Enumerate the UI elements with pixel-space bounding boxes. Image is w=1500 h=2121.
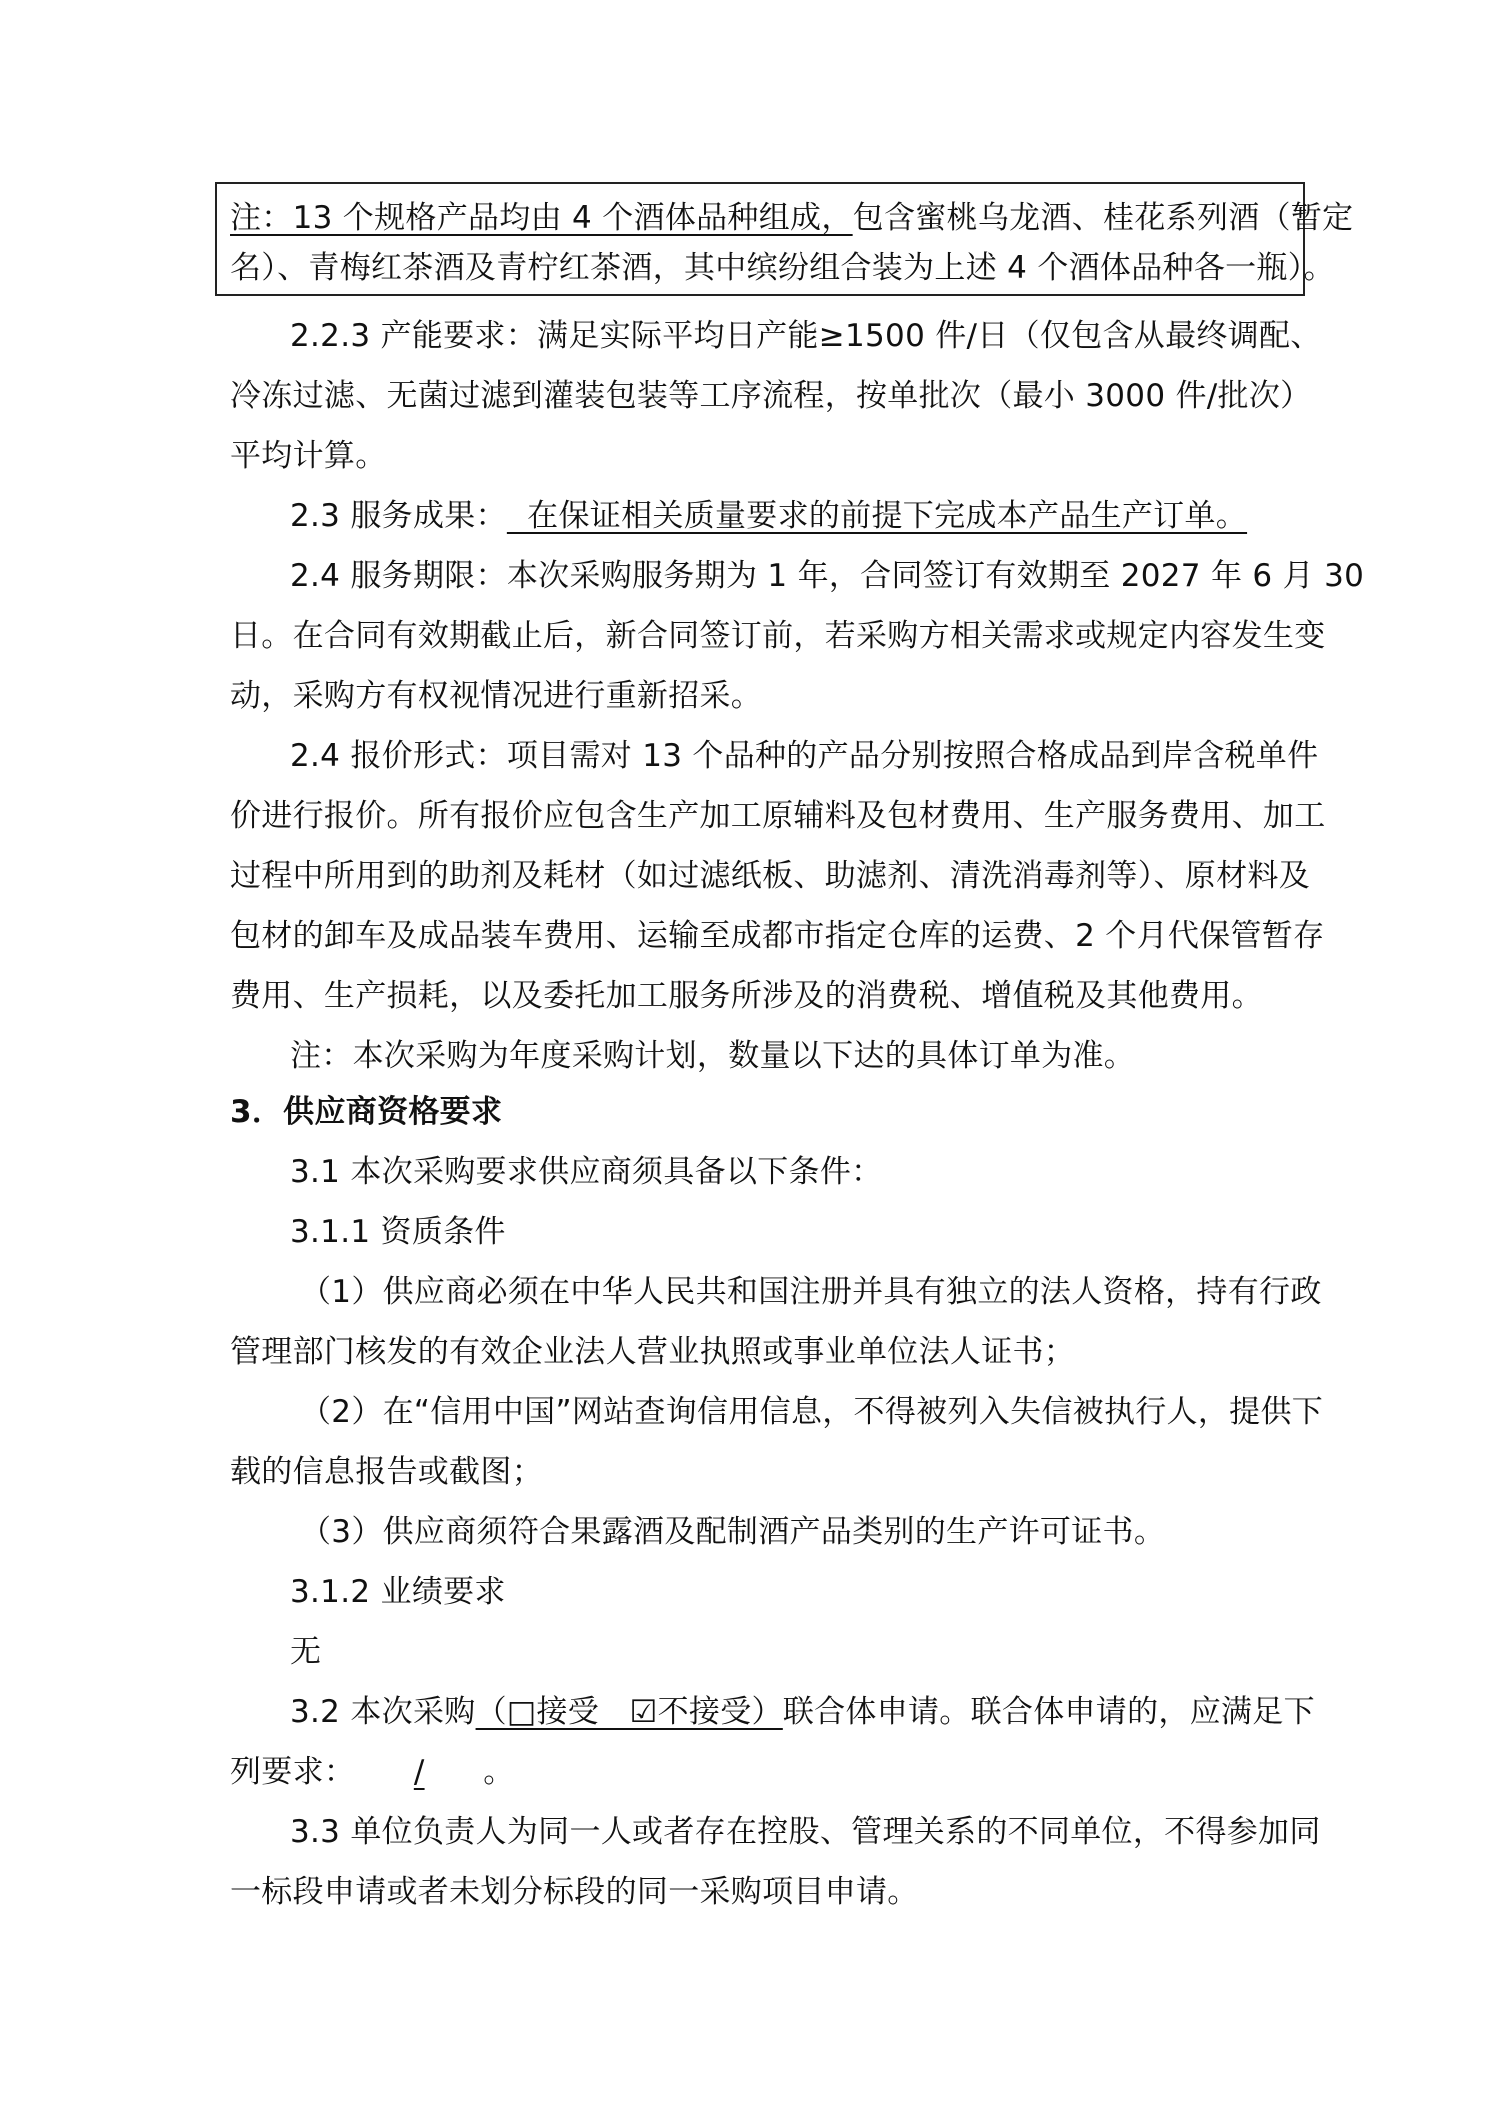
service-term-line-1: 2.4 服务期限：本次采购服务期为 1 年，合同签订有效期至 2027 年 6 月 30 <box>290 558 1365 594</box>
capacity-line-1: 2.2.3 产能要求：满足实际平均日产能≥1500 件/日（仅包含从最终调配、 <box>290 318 1322 354</box>
qualification-heading: 3.1.1 资质条件 <box>290 1214 506 1250</box>
consortium-requirements-end: 。 <box>483 1754 515 1790</box>
qualification-item-2-line-2: 载的信息报告或截图； <box>230 1454 543 1490</box>
consortium-suffix: 联合体申请。联合体申请的，应满足下 <box>782 1694 1315 1730</box>
performance-heading: 3.1.2 业绩要求 <box>290 1574 506 1610</box>
consortium-options: （□接受 ☑不接受） <box>475 1694 783 1730</box>
note-text: 包含蜜桃乌龙酒、桂花系列酒（暂定 <box>852 200 1354 236</box>
quote-form-line-2: 价进行报价。所有报价应包含生产加工原辅料及包材费用、生产服务费用、加工 <box>230 798 1326 834</box>
supplier-conditions: 3.1 本次采购要求供应商须具备以下条件： <box>290 1154 883 1190</box>
consortium-requirements-label: 列要求： <box>230 1754 356 1790</box>
quote-form-line-4: 包材的卸车及成品装车费用、运输至成都市指定仓库的运费、2 个月代保管暂存 <box>230 918 1325 954</box>
qualification-item-1-line-1: （1）供应商必须在中华人民共和国注册并具有独立的法人资格，持有行政 <box>300 1274 1322 1310</box>
service-result-value: 在保证相关质量要求的前提下完成本产品生产订单。 <box>506 498 1248 534</box>
note-line-1 <box>230 198 1354 238</box>
consortium-prefix: 3.2 本次采购 <box>290 1694 476 1730</box>
consortium-line-1 <box>290 1692 1315 1732</box>
controlled-entities-line-2: 一标段申请或者未划分标段的同一采购项目申请。 <box>230 1874 919 1910</box>
service-result <box>290 496 1290 536</box>
quote-form-line-1: 2.4 报价形式：项目需对 13 个品种的产品分别按照合格成品到岸含税单件 <box>290 738 1319 774</box>
section-3-heading: 3．供应商资格要求 <box>230 1094 503 1130</box>
qualification-item-2-line-1: （2）在“信用中国”网站查询信用信息，不得被列入失信被执行人，提供下 <box>300 1394 1324 1430</box>
qualification-item-3: （3）供应商须符合果露酒及配制酒产品类别的生产许可证书。 <box>300 1514 1166 1550</box>
qualification-item-1-line-2: 管理部门核发的有效企业法人营业执照或事业单位法人证书； <box>230 1334 1076 1370</box>
consortium-requirements-blank: / <box>413 1754 425 1790</box>
service-result-label: 2.3 服务成果： <box>290 498 507 534</box>
service-term-line-3: 动，采购方有权视情况进行重新招采。 <box>230 678 763 714</box>
annual-plan-note: 注：本次采购为年度采购计划，数量以下达的具体订单为准。 <box>290 1038 1136 1074</box>
note-underlined-text: 注：13 个规格产品均由 4 个酒体品种组成， <box>230 200 853 236</box>
performance-value: 无 <box>290 1634 322 1670</box>
controlled-entities-line-1: 3.3 单位负责人为同一人或者存在控股、管理关系的不同单位，不得参加同 <box>290 1814 1321 1850</box>
quote-form-line-3: 过程中所用到的助剂及耗材（如过滤纸板、助滤剂、清洗消毒剂等）、原材料及 <box>230 858 1310 894</box>
consortium-line-2 <box>230 1752 1290 1792</box>
quote-form-line-5: 费用、生产损耗，以及委托加工服务所涉及的消费税、增值税及其他费用。 <box>230 978 1263 1014</box>
capacity-line-3: 平均计算。 <box>230 438 387 474</box>
note-line-2: 名）、青梅红茶酒及青柠红茶酒，其中缤纷组合装为上述 4 个酒体品种各一瓶）。 <box>230 250 1335 286</box>
service-term-line-2: 日。在合同有效期截止后，新合同签订前，若采购方相关需求或规定内容发生变 <box>230 618 1326 654</box>
capacity-line-2: 冷冻过滤、无菌过滤到灌装包装等工序流程，按单批次（最小 3000 件/批次） <box>230 378 1312 414</box>
